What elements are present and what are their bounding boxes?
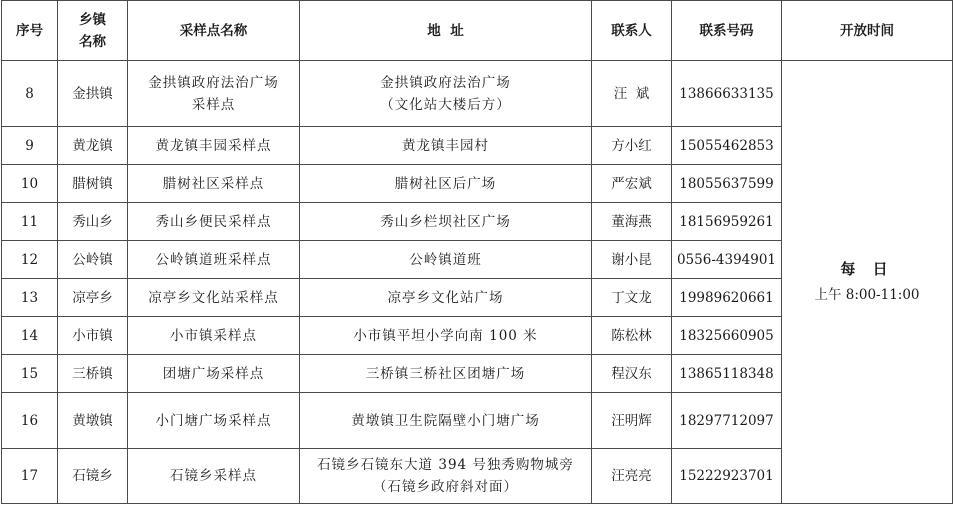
header-row: [2, 1, 953, 61]
cell-address: [300, 449, 592, 504]
cell-phone: 18156959261: [672, 203, 782, 241]
cell-address: [300, 61, 592, 127]
cell-contact: 程汉东: [592, 355, 672, 393]
header-address: 地 址: [300, 1, 592, 61]
cell-contact: 丁文龙: [592, 279, 672, 317]
cell-contact: 汪 斌: [592, 61, 672, 127]
cell-phone: 18297712097: [672, 393, 782, 449]
cell-address-line: 黄墩镇卫生院隔壁小门塘广场: [351, 412, 540, 429]
cell-address-line: 公岭镇道班: [409, 251, 482, 268]
header-site: 采样点名称: [128, 1, 300, 61]
cell-phone: 15222923701: [672, 449, 782, 504]
cell-town: 公岭镇: [58, 241, 128, 279]
cell-address: [300, 241, 592, 279]
cell-phone: 18055637599: [672, 165, 782, 203]
table-body: [2, 61, 953, 504]
cell-index: 17: [2, 449, 58, 504]
cell-address: [300, 355, 592, 393]
cell-address: [300, 317, 592, 355]
cell-address-line: （文化站大楼后方）: [380, 96, 511, 113]
table-row: [2, 61, 953, 127]
cell-address: [300, 165, 592, 203]
cell-site-line: 金拱镇政府法治广场: [148, 74, 279, 91]
cell-phone: 15055462853: [672, 127, 782, 165]
header-index: 序号: [2, 1, 58, 61]
cell-index: 13: [2, 279, 58, 317]
cell-address-line: 金拱镇政府法治广场: [380, 74, 511, 91]
open-hours-time: 上午 8:00-11:00: [814, 287, 920, 303]
cell-phone: 0556-4394901: [672, 241, 782, 279]
cell-town: 石镜乡: [58, 449, 128, 504]
cell-contact: 方小红: [592, 127, 672, 165]
cell-site: [128, 165, 300, 203]
cell-address: [300, 393, 592, 449]
cell-site: [128, 355, 300, 393]
cell-address-line: （石镜乡政府斜对面）: [373, 479, 518, 495]
cell-site-line: 小门塘广场采样点: [155, 412, 272, 429]
cell-site-line: 石镜乡采样点: [170, 468, 257, 484]
cell-town: 三桥镇: [58, 355, 128, 393]
cell-phone: 13865118348: [672, 355, 782, 393]
header-town-label: 乡镇名称: [79, 11, 106, 50]
open-hours-title: 每 日: [840, 260, 894, 278]
cell-site: [128, 279, 300, 317]
cell-town: 腊树镇: [58, 165, 128, 203]
cell-address-line: 腊树社区后广场: [394, 175, 497, 192]
cell-site: [128, 449, 300, 504]
header-town: [58, 1, 128, 61]
cell-index: 14: [2, 317, 58, 355]
cell-address: [300, 127, 592, 165]
cell-address-line: 小市镇平坦小学向南 100 米: [353, 327, 538, 344]
cell-town: 小市镇: [58, 317, 128, 355]
cell-index: 9: [2, 127, 58, 165]
cell-town: 黄墩镇: [58, 393, 128, 449]
cell-index: 16: [2, 393, 58, 449]
cell-contact: 谢小昆: [592, 241, 672, 279]
cell-address-line: 石镜乡石镜东大道 394 号独秀购物城旁: [317, 457, 574, 473]
cell-site: [128, 241, 300, 279]
cell-index: 15: [2, 355, 58, 393]
cell-site-line: 黄龙镇丰园采样点: [155, 137, 272, 154]
cell-open-hours: [782, 61, 953, 504]
cell-address-line: 黄龙镇丰园村: [402, 137, 489, 154]
cell-town: 秀山乡: [58, 203, 128, 241]
header-phone: 联系号码: [672, 1, 782, 61]
cell-site: [128, 127, 300, 165]
cell-contact: 董海燕: [592, 203, 672, 241]
cell-phone: 19989620661: [672, 279, 782, 317]
cell-site: [128, 61, 300, 127]
cell-phone: 18325660905: [672, 317, 782, 355]
cell-site: [128, 203, 300, 241]
cell-town: 金拱镇: [58, 61, 128, 127]
cell-index: 10: [2, 165, 58, 203]
cell-contact: 严宏斌: [592, 165, 672, 203]
cell-address: [300, 203, 592, 241]
cell-address-line: 秀山乡栏坝社区广场: [380, 213, 511, 230]
cell-site: [128, 317, 300, 355]
cell-index: 12: [2, 241, 58, 279]
cell-index: 8: [2, 61, 58, 127]
cell-address-line: 三桥镇三桥社区团塘广场: [365, 365, 526, 382]
cell-site: [128, 393, 300, 449]
sampling-sites-table: [1, 0, 953, 504]
cell-address-line: 凉亭乡文化站广场: [387, 289, 504, 306]
cell-site-line: 团塘广场采样点: [162, 365, 265, 382]
cell-contact: 汪明辉: [592, 393, 672, 449]
cell-contact: 汪亮亮: [592, 449, 672, 504]
cell-site-line: 公岭镇道班采样点: [155, 251, 272, 268]
cell-site-line: 采样点: [191, 96, 236, 113]
cell-site-line: 腊树社区采样点: [162, 175, 265, 192]
cell-address: [300, 279, 592, 317]
cell-town: 凉亭乡: [58, 279, 128, 317]
cell-site-line: 秀山乡便民采样点: [155, 213, 272, 230]
cell-site-line: 小市镇采样点: [170, 327, 257, 344]
header-hours: 开放时间: [782, 1, 953, 61]
cell-town: 黄龙镇: [58, 127, 128, 165]
cell-contact: 陈松林: [592, 317, 672, 355]
header-contact: 联系人: [592, 1, 672, 61]
cell-phone: 13866633135: [672, 61, 782, 127]
cell-index: 11: [2, 203, 58, 241]
cell-site-line: 凉亭乡文化站采样点: [148, 289, 279, 306]
